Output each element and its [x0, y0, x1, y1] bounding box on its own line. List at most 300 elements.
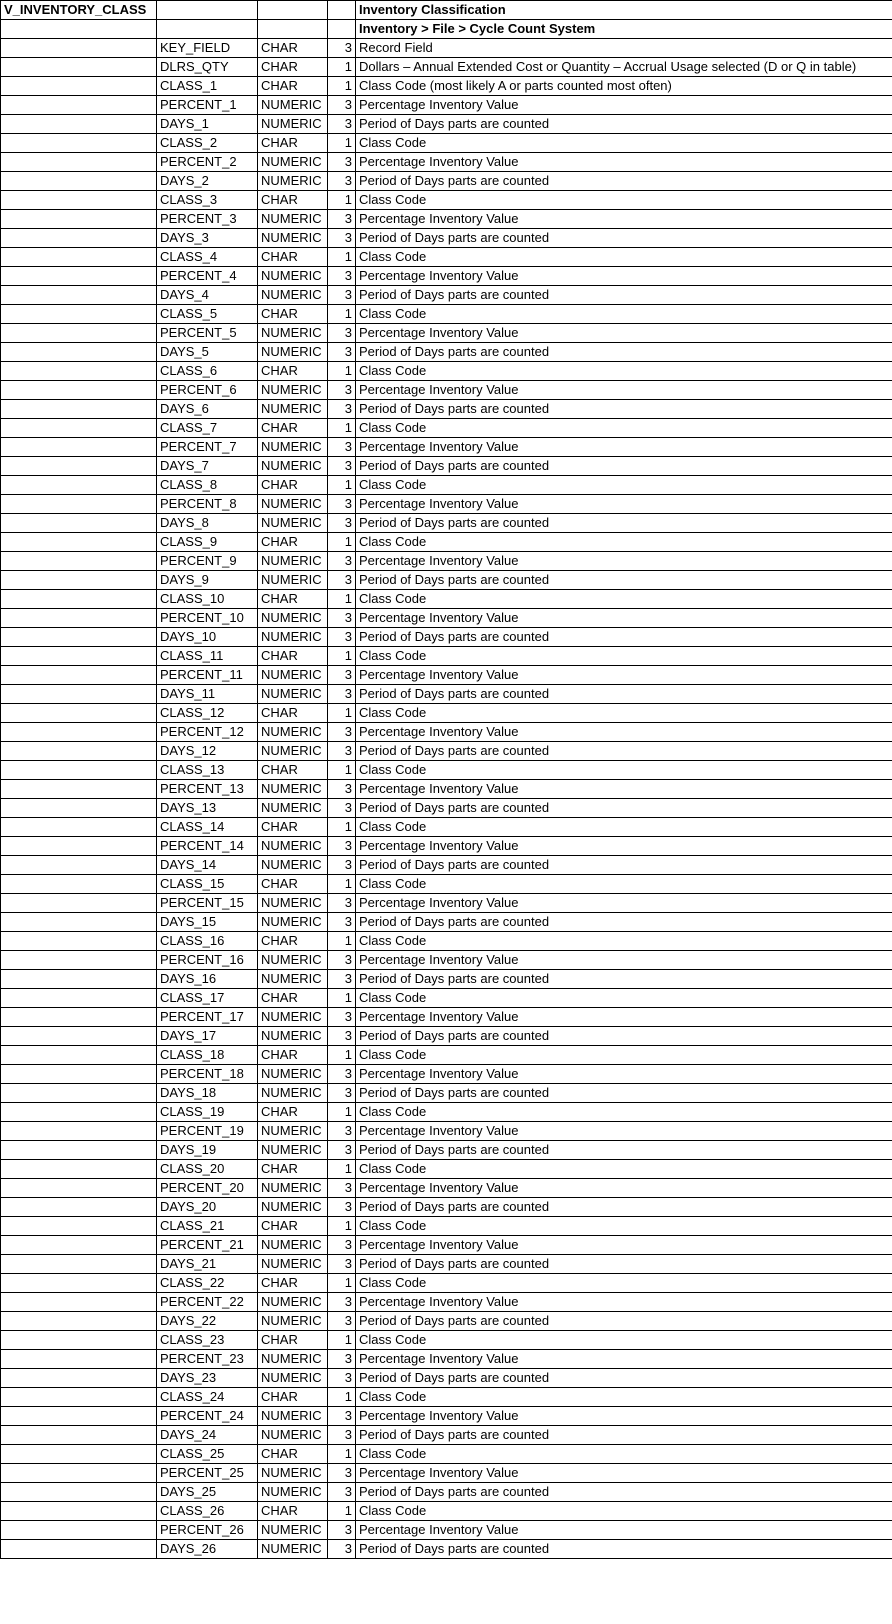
field-length-cell[interactable]: 3 — [328, 267, 356, 286]
data-type-cell[interactable]: CHAR — [258, 134, 328, 153]
data-type-cell[interactable]: NUMERIC — [258, 1293, 328, 1312]
data-type-cell[interactable]: NUMERIC — [258, 1027, 328, 1046]
data-type-cell[interactable]: NUMERIC — [258, 913, 328, 932]
empty-cell[interactable] — [1, 1464, 157, 1483]
field-name-cell[interactable]: DAYS_13 — [157, 799, 258, 818]
description-cell[interactable]: Class Code — [356, 1046, 892, 1065]
data-type-cell[interactable]: NUMERIC — [258, 1426, 328, 1445]
field-name-cell[interactable]: CLASS_8 — [157, 476, 258, 495]
empty-cell[interactable] — [1, 1521, 157, 1540]
description-cell[interactable]: Period of Days parts are counted — [356, 628, 892, 647]
empty-cell[interactable] — [1, 1502, 157, 1521]
field-name-cell[interactable]: DAYS_11 — [157, 685, 258, 704]
field-length-cell[interactable]: 3 — [328, 552, 356, 571]
field-name-cell[interactable]: PERCENT_24 — [157, 1407, 258, 1426]
empty-cell[interactable] — [1, 362, 157, 381]
empty-cell[interactable] — [1, 780, 157, 799]
field-name-cell[interactable]: DAYS_26 — [157, 1540, 258, 1559]
data-type-cell[interactable]: NUMERIC — [258, 324, 328, 343]
description-cell[interactable]: Percentage Inventory Value — [356, 1293, 892, 1312]
field-name-cell[interactable]: DAYS_2 — [157, 172, 258, 191]
data-type-cell[interactable]: CHAR — [258, 590, 328, 609]
description-cell[interactable]: Period of Days parts are counted — [356, 343, 892, 362]
field-length-cell[interactable]: 1 — [328, 647, 356, 666]
empty-cell[interactable] — [328, 20, 356, 39]
field-length-cell[interactable]: 3 — [328, 1122, 356, 1141]
field-length-cell[interactable]: 3 — [328, 1236, 356, 1255]
description-cell[interactable]: Class Code — [356, 1445, 892, 1464]
field-length-cell[interactable]: 3 — [328, 457, 356, 476]
description-cell[interactable]: Percentage Inventory Value — [356, 1179, 892, 1198]
description-cell[interactable]: Class Code — [356, 362, 892, 381]
field-length-cell[interactable]: 3 — [328, 1141, 356, 1160]
data-type-cell[interactable]: NUMERIC — [258, 1141, 328, 1160]
field-length-cell[interactable]: 3 — [328, 894, 356, 913]
field-length-cell[interactable]: 3 — [328, 913, 356, 932]
field-length-cell[interactable]: 3 — [328, 1369, 356, 1388]
description-cell[interactable]: Class Code — [356, 875, 892, 894]
empty-cell[interactable] — [1, 1540, 157, 1559]
description-cell[interactable]: Class Code — [356, 1160, 892, 1179]
description-cell[interactable]: Class Code (most likely A or parts counted most often) — [356, 77, 892, 96]
data-type-cell[interactable]: NUMERIC — [258, 229, 328, 248]
field-name-cell[interactable]: CLASS_26 — [157, 1502, 258, 1521]
field-name-cell[interactable]: KEY_FIELD — [157, 39, 258, 58]
description-cell[interactable]: Percentage Inventory Value — [356, 1407, 892, 1426]
description-cell[interactable]: Class Code — [356, 1331, 892, 1350]
description-cell[interactable]: Class Code — [356, 818, 892, 837]
field-length-cell[interactable]: 3 — [328, 685, 356, 704]
data-type-cell[interactable]: CHAR — [258, 1103, 328, 1122]
field-length-cell[interactable]: 1 — [328, 248, 356, 267]
description-cell[interactable]: Class Code — [356, 932, 892, 951]
field-length-cell[interactable]: 3 — [328, 495, 356, 514]
field-name-cell[interactable]: CLASS_6 — [157, 362, 258, 381]
field-length-cell[interactable]: 1 — [328, 419, 356, 438]
field-name-cell[interactable]: PERCENT_6 — [157, 381, 258, 400]
title-cell[interactable]: Inventory Classification — [356, 1, 892, 20]
description-cell[interactable]: Class Code — [356, 134, 892, 153]
field-name-cell[interactable]: PERCENT_25 — [157, 1464, 258, 1483]
description-cell[interactable]: Class Code — [356, 761, 892, 780]
description-cell[interactable]: Period of Days parts are counted — [356, 571, 892, 590]
field-name-cell[interactable]: CLASS_3 — [157, 191, 258, 210]
description-cell[interactable]: Percentage Inventory Value — [356, 1521, 892, 1540]
data-type-cell[interactable]: NUMERIC — [258, 685, 328, 704]
data-type-cell[interactable]: NUMERIC — [258, 571, 328, 590]
field-name-cell[interactable]: CLASS_23 — [157, 1331, 258, 1350]
empty-cell[interactable] — [1, 1122, 157, 1141]
field-length-cell[interactable]: 3 — [328, 1027, 356, 1046]
field-length-cell[interactable]: 1 — [328, 58, 356, 77]
data-type-cell[interactable]: CHAR — [258, 419, 328, 438]
data-type-cell[interactable]: NUMERIC — [258, 1255, 328, 1274]
field-length-cell[interactable]: 3 — [328, 1179, 356, 1198]
field-name-cell[interactable]: DAYS_15 — [157, 913, 258, 932]
data-type-cell[interactable]: NUMERIC — [258, 1350, 328, 1369]
description-cell[interactable]: Percentage Inventory Value — [356, 723, 892, 742]
field-name-cell[interactable]: DAYS_16 — [157, 970, 258, 989]
field-name-cell[interactable]: PERCENT_23 — [157, 1350, 258, 1369]
field-length-cell[interactable]: 3 — [328, 628, 356, 647]
description-cell[interactable]: Period of Days parts are counted — [356, 913, 892, 932]
empty-cell[interactable] — [1, 1445, 157, 1464]
data-type-cell[interactable]: NUMERIC — [258, 115, 328, 134]
field-length-cell[interactable]: 3 — [328, 856, 356, 875]
field-name-cell[interactable]: DAYS_9 — [157, 571, 258, 590]
empty-cell[interactable] — [1, 172, 157, 191]
empty-cell[interactable] — [1, 438, 157, 457]
empty-cell[interactable] — [1, 191, 157, 210]
data-type-cell[interactable]: NUMERIC — [258, 1369, 328, 1388]
data-type-cell[interactable]: NUMERIC — [258, 438, 328, 457]
description-cell[interactable]: Percentage Inventory Value — [356, 324, 892, 343]
empty-cell[interactable] — [1, 799, 157, 818]
empty-cell[interactable] — [1, 229, 157, 248]
empty-cell[interactable] — [1, 400, 157, 419]
description-cell[interactable]: Class Code — [356, 590, 892, 609]
empty-cell[interactable] — [1, 1312, 157, 1331]
empty-cell[interactable] — [1, 818, 157, 837]
field-length-cell[interactable]: 3 — [328, 609, 356, 628]
field-name-cell[interactable]: CLASS_5 — [157, 305, 258, 324]
data-type-cell[interactable]: NUMERIC — [258, 780, 328, 799]
data-type-cell[interactable]: NUMERIC — [258, 1483, 328, 1502]
empty-cell[interactable] — [1, 533, 157, 552]
description-cell[interactable]: Class Code — [356, 1217, 892, 1236]
field-name-cell[interactable]: PERCENT_9 — [157, 552, 258, 571]
description-cell[interactable]: Class Code — [356, 419, 892, 438]
field-length-cell[interactable]: 3 — [328, 1312, 356, 1331]
field-name-cell[interactable]: PERCENT_20 — [157, 1179, 258, 1198]
empty-cell[interactable] — [157, 1, 258, 20]
data-type-cell[interactable]: NUMERIC — [258, 1084, 328, 1103]
data-type-cell[interactable]: NUMERIC — [258, 1464, 328, 1483]
field-length-cell[interactable]: 1 — [328, 1160, 356, 1179]
data-type-cell[interactable]: NUMERIC — [258, 666, 328, 685]
description-cell[interactable]: Percentage Inventory Value — [356, 438, 892, 457]
data-type-cell[interactable]: NUMERIC — [258, 210, 328, 229]
description-cell[interactable]: Period of Days parts are counted — [356, 799, 892, 818]
empty-cell[interactable] — [1, 77, 157, 96]
description-cell[interactable]: Period of Days parts are counted — [356, 1483, 892, 1502]
empty-cell[interactable] — [328, 1, 356, 20]
description-cell[interactable]: Percentage Inventory Value — [356, 951, 892, 970]
field-name-cell[interactable]: PERCENT_17 — [157, 1008, 258, 1027]
field-name-cell[interactable]: PERCENT_12 — [157, 723, 258, 742]
data-type-cell[interactable]: CHAR — [258, 476, 328, 495]
empty-cell[interactable] — [1, 628, 157, 647]
data-type-cell[interactable]: NUMERIC — [258, 951, 328, 970]
data-type-cell[interactable]: NUMERIC — [258, 1122, 328, 1141]
data-type-cell[interactable]: NUMERIC — [258, 1312, 328, 1331]
data-type-cell[interactable]: NUMERIC — [258, 628, 328, 647]
empty-cell[interactable] — [1, 1027, 157, 1046]
field-name-cell[interactable]: PERCENT_7 — [157, 438, 258, 457]
data-type-cell[interactable]: NUMERIC — [258, 1236, 328, 1255]
data-type-cell[interactable]: CHAR — [258, 191, 328, 210]
description-cell[interactable]: Period of Days parts are counted — [356, 1369, 892, 1388]
description-cell[interactable]: Class Code — [356, 647, 892, 666]
field-length-cell[interactable]: 1 — [328, 989, 356, 1008]
field-length-cell[interactable]: 3 — [328, 153, 356, 172]
empty-cell[interactable] — [1, 476, 157, 495]
field-name-cell[interactable]: CLASS_16 — [157, 932, 258, 951]
data-type-cell[interactable]: NUMERIC — [258, 799, 328, 818]
empty-cell[interactable] — [1, 381, 157, 400]
empty-cell[interactable] — [1, 932, 157, 951]
field-length-cell[interactable]: 3 — [328, 1407, 356, 1426]
field-length-cell[interactable]: 3 — [328, 1293, 356, 1312]
empty-cell[interactable] — [1, 1103, 157, 1122]
field-length-cell[interactable]: 3 — [328, 571, 356, 590]
field-length-cell[interactable]: 3 — [328, 1483, 356, 1502]
field-length-cell[interactable]: 3 — [328, 1065, 356, 1084]
empty-cell[interactable] — [1, 343, 157, 362]
field-length-cell[interactable]: 3 — [328, 742, 356, 761]
description-cell[interactable]: Class Code — [356, 989, 892, 1008]
empty-cell[interactable] — [1, 761, 157, 780]
data-type-cell[interactable]: CHAR — [258, 1331, 328, 1350]
data-type-cell[interactable]: NUMERIC — [258, 381, 328, 400]
field-length-cell[interactable]: 1 — [328, 77, 356, 96]
field-name-cell[interactable]: CLASS_25 — [157, 1445, 258, 1464]
description-cell[interactable]: Percentage Inventory Value — [356, 153, 892, 172]
field-length-cell[interactable]: 1 — [328, 875, 356, 894]
empty-cell[interactable] — [1, 552, 157, 571]
field-length-cell[interactable]: 3 — [328, 1198, 356, 1217]
empty-cell[interactable] — [1, 1046, 157, 1065]
description-cell[interactable]: Percentage Inventory Value — [356, 609, 892, 628]
field-name-cell[interactable]: PERCENT_22 — [157, 1293, 258, 1312]
description-cell[interactable]: Period of Days parts are counted — [356, 514, 892, 533]
description-cell[interactable]: Class Code — [356, 1388, 892, 1407]
field-length-cell[interactable]: 3 — [328, 514, 356, 533]
description-cell[interactable]: Percentage Inventory Value — [356, 495, 892, 514]
field-length-cell[interactable]: 3 — [328, 115, 356, 134]
field-name-cell[interactable]: DAYS_17 — [157, 1027, 258, 1046]
data-type-cell[interactable]: CHAR — [258, 533, 328, 552]
empty-cell[interactable] — [1, 723, 157, 742]
field-name-cell[interactable]: DAYS_25 — [157, 1483, 258, 1502]
empty-cell[interactable] — [1, 742, 157, 761]
field-length-cell[interactable]: 3 — [328, 343, 356, 362]
field-name-cell[interactable]: PERCENT_15 — [157, 894, 258, 913]
data-type-cell[interactable]: NUMERIC — [258, 837, 328, 856]
empty-cell[interactable] — [1, 1407, 157, 1426]
empty-cell[interactable] — [1, 1293, 157, 1312]
field-name-cell[interactable]: DAYS_5 — [157, 343, 258, 362]
empty-cell[interactable] — [1, 1236, 157, 1255]
empty-cell[interactable] — [1, 1350, 157, 1369]
empty-cell[interactable] — [157, 20, 258, 39]
field-name-cell[interactable]: DAYS_23 — [157, 1369, 258, 1388]
table-name-cell[interactable]: V_INVENTORY_CLASS — [1, 1, 157, 20]
empty-cell[interactable] — [1, 894, 157, 913]
data-type-cell[interactable]: CHAR — [258, 875, 328, 894]
empty-cell[interactable] — [1, 1426, 157, 1445]
data-type-cell[interactable]: CHAR — [258, 761, 328, 780]
data-type-cell[interactable]: NUMERIC — [258, 1008, 328, 1027]
empty-cell[interactable] — [1, 609, 157, 628]
description-cell[interactable]: Period of Days parts are counted — [356, 742, 892, 761]
field-name-cell[interactable]: CLASS_7 — [157, 419, 258, 438]
field-length-cell[interactable]: 3 — [328, 666, 356, 685]
data-type-cell[interactable]: CHAR — [258, 1502, 328, 1521]
empty-cell[interactable] — [1, 647, 157, 666]
data-type-cell[interactable]: CHAR — [258, 362, 328, 381]
field-length-cell[interactable]: 1 — [328, 1331, 356, 1350]
data-type-cell[interactable]: NUMERIC — [258, 970, 328, 989]
data-type-cell[interactable]: CHAR — [258, 39, 328, 58]
field-name-cell[interactable]: DAYS_7 — [157, 457, 258, 476]
empty-cell[interactable] — [1, 856, 157, 875]
data-type-cell[interactable]: NUMERIC — [258, 1065, 328, 1084]
description-cell[interactable]: Percentage Inventory Value — [356, 1065, 892, 1084]
field-name-cell[interactable]: CLASS_20 — [157, 1160, 258, 1179]
field-length-cell[interactable]: 3 — [328, 438, 356, 457]
empty-cell[interactable] — [1, 1255, 157, 1274]
empty-cell[interactable] — [1, 571, 157, 590]
data-type-cell[interactable]: NUMERIC — [258, 856, 328, 875]
description-cell[interactable]: Percentage Inventory Value — [356, 1464, 892, 1483]
data-type-cell[interactable]: CHAR — [258, 58, 328, 77]
data-type-cell[interactable]: CHAR — [258, 989, 328, 1008]
data-type-cell[interactable]: NUMERIC — [258, 96, 328, 115]
field-length-cell[interactable]: 3 — [328, 837, 356, 856]
field-length-cell[interactable]: 1 — [328, 1103, 356, 1122]
description-cell[interactable]: Class Code — [356, 191, 892, 210]
data-type-cell[interactable]: CHAR — [258, 1217, 328, 1236]
empty-cell[interactable] — [1, 1008, 157, 1027]
field-name-cell[interactable]: CLASS_11 — [157, 647, 258, 666]
data-type-cell[interactable]: CHAR — [258, 1046, 328, 1065]
description-cell[interactable]: Percentage Inventory Value — [356, 1008, 892, 1027]
field-length-cell[interactable]: 3 — [328, 1008, 356, 1027]
field-length-cell[interactable]: 3 — [328, 1540, 356, 1559]
field-name-cell[interactable]: CLASS_9 — [157, 533, 258, 552]
description-cell[interactable]: Period of Days parts are counted — [356, 1027, 892, 1046]
empty-cell[interactable] — [1, 1160, 157, 1179]
description-cell[interactable]: Period of Days parts are counted — [356, 115, 892, 134]
field-length-cell[interactable]: 1 — [328, 1274, 356, 1293]
data-type-cell[interactable]: CHAR — [258, 932, 328, 951]
data-type-cell[interactable]: NUMERIC — [258, 457, 328, 476]
field-name-cell[interactable]: DAYS_1 — [157, 115, 258, 134]
data-type-cell[interactable]: NUMERIC — [258, 894, 328, 913]
empty-cell[interactable] — [1, 1084, 157, 1103]
field-length-cell[interactable]: 3 — [328, 1464, 356, 1483]
field-name-cell[interactable]: PERCENT_3 — [157, 210, 258, 229]
empty-cell[interactable] — [1, 666, 157, 685]
description-cell[interactable]: Class Code — [356, 476, 892, 495]
data-type-cell[interactable]: CHAR — [258, 1388, 328, 1407]
field-name-cell[interactable]: PERCENT_14 — [157, 837, 258, 856]
field-name-cell[interactable]: DAYS_22 — [157, 1312, 258, 1331]
field-name-cell[interactable]: PERCENT_26 — [157, 1521, 258, 1540]
description-cell[interactable]: Percentage Inventory Value — [356, 894, 892, 913]
description-cell[interactable]: Percentage Inventory Value — [356, 381, 892, 400]
description-cell[interactable]: Period of Days parts are counted — [356, 685, 892, 704]
description-cell[interactable]: Period of Days parts are counted — [356, 1141, 892, 1160]
empty-cell[interactable] — [1, 514, 157, 533]
empty-cell[interactable] — [1, 970, 157, 989]
data-type-cell[interactable]: NUMERIC — [258, 495, 328, 514]
empty-cell[interactable] — [1, 495, 157, 514]
data-type-cell[interactable]: NUMERIC — [258, 153, 328, 172]
empty-cell[interactable] — [1, 248, 157, 267]
empty-cell[interactable] — [1, 837, 157, 856]
field-name-cell[interactable]: PERCENT_16 — [157, 951, 258, 970]
field-name-cell[interactable]: CLASS_13 — [157, 761, 258, 780]
description-cell[interactable]: Period of Days parts are counted — [356, 856, 892, 875]
empty-cell[interactable] — [1, 951, 157, 970]
field-name-cell[interactable]: PERCENT_1 — [157, 96, 258, 115]
field-length-cell[interactable]: 3 — [328, 286, 356, 305]
data-type-cell[interactable]: NUMERIC — [258, 552, 328, 571]
data-type-cell[interactable]: NUMERIC — [258, 1407, 328, 1426]
field-length-cell[interactable]: 3 — [328, 1521, 356, 1540]
field-name-cell[interactable]: DAYS_21 — [157, 1255, 258, 1274]
description-cell[interactable]: Period of Days parts are counted — [356, 1084, 892, 1103]
description-cell[interactable]: Period of Days parts are counted — [356, 1255, 892, 1274]
description-cell[interactable]: Class Code — [356, 1103, 892, 1122]
empty-cell[interactable] — [1, 96, 157, 115]
field-length-cell[interactable]: 3 — [328, 1255, 356, 1274]
field-length-cell[interactable]: 1 — [328, 305, 356, 324]
empty-cell[interactable] — [1, 875, 157, 894]
field-name-cell[interactable]: DAYS_8 — [157, 514, 258, 533]
field-length-cell[interactable]: 3 — [328, 381, 356, 400]
data-type-cell[interactable]: NUMERIC — [258, 1540, 328, 1559]
data-type-cell[interactable]: CHAR — [258, 1274, 328, 1293]
description-cell[interactable]: Dollars – Annual Extended Cost or Quantity – Accrual Usage selected (D or Q in table) — [356, 58, 892, 77]
description-cell[interactable]: Period of Days parts are counted — [356, 229, 892, 248]
description-cell[interactable]: Percentage Inventory Value — [356, 1350, 892, 1369]
description-cell[interactable]: Record Field — [356, 39, 892, 58]
empty-cell[interactable] — [1, 913, 157, 932]
field-name-cell[interactable]: CLASS_18 — [157, 1046, 258, 1065]
field-name-cell[interactable]: DAYS_6 — [157, 400, 258, 419]
field-length-cell[interactable]: 3 — [328, 229, 356, 248]
field-length-cell[interactable]: 3 — [328, 1426, 356, 1445]
field-name-cell[interactable]: PERCENT_4 — [157, 267, 258, 286]
empty-cell[interactable] — [258, 20, 328, 39]
description-cell[interactable]: Percentage Inventory Value — [356, 666, 892, 685]
data-type-cell[interactable]: CHAR — [258, 704, 328, 723]
description-cell[interactable]: Percentage Inventory Value — [356, 210, 892, 229]
field-length-cell[interactable]: 3 — [328, 39, 356, 58]
field-name-cell[interactable]: DAYS_10 — [157, 628, 258, 647]
empty-cell[interactable] — [1, 989, 157, 1008]
data-type-cell[interactable]: NUMERIC — [258, 286, 328, 305]
field-name-cell[interactable]: CLASS_1 — [157, 77, 258, 96]
description-cell[interactable]: Period of Days parts are counted — [356, 172, 892, 191]
description-cell[interactable]: Class Code — [356, 533, 892, 552]
field-length-cell[interactable]: 3 — [328, 799, 356, 818]
data-type-cell[interactable]: NUMERIC — [258, 742, 328, 761]
field-name-cell[interactable]: DAYS_12 — [157, 742, 258, 761]
field-length-cell[interactable]: 3 — [328, 723, 356, 742]
description-cell[interactable]: Class Code — [356, 704, 892, 723]
field-length-cell[interactable]: 1 — [328, 533, 356, 552]
empty-cell[interactable] — [1, 1274, 157, 1293]
data-type-cell[interactable]: CHAR — [258, 77, 328, 96]
data-type-cell[interactable]: NUMERIC — [258, 267, 328, 286]
data-type-cell[interactable]: NUMERIC — [258, 343, 328, 362]
field-name-cell[interactable]: DAYS_24 — [157, 1426, 258, 1445]
description-cell[interactable]: Class Code — [356, 248, 892, 267]
